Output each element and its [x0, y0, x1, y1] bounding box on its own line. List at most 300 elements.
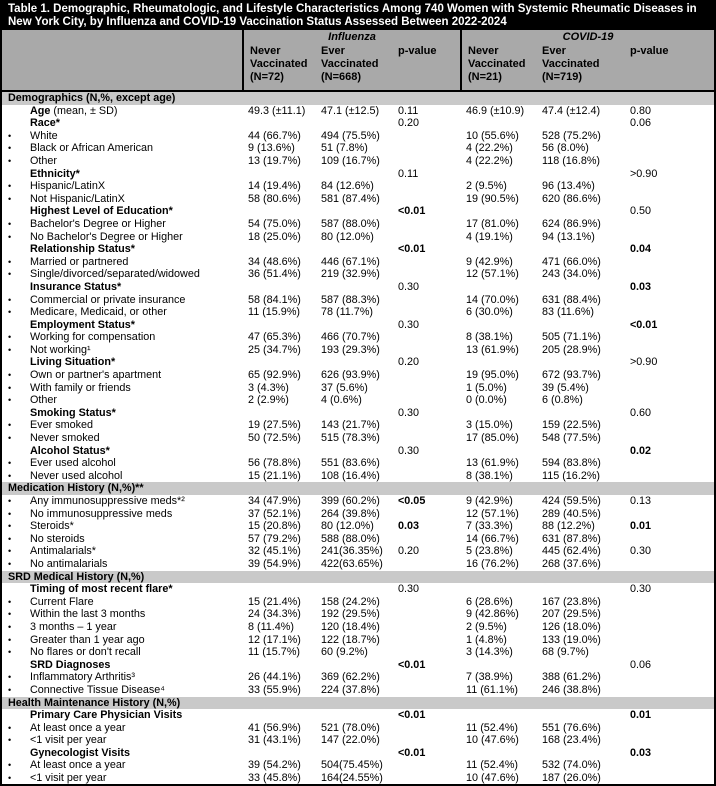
- covid-pvalue-cell: [624, 256, 714, 269]
- covid-pvalue-cell: [624, 722, 714, 735]
- row-label: • Married or partnered: [8, 255, 129, 268]
- bullet-marker: •: [8, 735, 12, 746]
- influenza-ever-cell: 84 (12.6%): [321, 180, 374, 193]
- covid-pvalue-cell: [624, 419, 714, 432]
- table-row: [2, 394, 714, 407]
- covid-pvalue-cell: [624, 155, 714, 168]
- covid-pvalue-cell: 0.03: [630, 746, 652, 759]
- section-header: SRD Medical History (N,%): [2, 571, 714, 584]
- bullet-marker: •: [8, 773, 12, 784]
- covid-pvalue-cell: [624, 608, 714, 621]
- covid-ever-cell: 133 (19.0%): [542, 633, 601, 646]
- influenza-never-cell: 37 (52.1%): [248, 507, 301, 520]
- covid-pvalue-cell: 0.06: [630, 658, 652, 671]
- table-body: [2, 92, 714, 785]
- bullet-marker: •: [8, 382, 12, 393]
- bullet-marker: •: [8, 256, 12, 267]
- influenza-never-cell: 49.3 (±11.1): [248, 104, 306, 117]
- covid-ever-cell: 68 (9.7%): [542, 646, 589, 659]
- table-row: [2, 168, 714, 181]
- influenza-never-cell: 33 (55.9%): [248, 683, 301, 696]
- bullet-marker: •: [8, 647, 12, 658]
- influenza-group-header: [242, 30, 460, 90]
- influenza-ever-cell: 224 (37.8%): [321, 683, 380, 696]
- influenza-pvalue-cell: [392, 419, 460, 432]
- influenza-ever-cell: 192 (29.5%): [321, 608, 380, 621]
- influenza-pvalue-cell: [392, 394, 460, 407]
- row-label: • No steroids: [8, 532, 85, 545]
- table-row: [2, 659, 714, 672]
- influenza-ever-cell: 581 (87.4%): [321, 192, 380, 205]
- bullet-marker: •: [8, 181, 12, 192]
- covid-never-cell: 4 (22.2%): [466, 154, 513, 167]
- covid-pvalue-cell: [624, 457, 714, 470]
- covid-ever-cell: 88 (12.2%): [542, 520, 595, 533]
- bullet-marker: •: [8, 496, 12, 506]
- bullet-marker: •: [8, 621, 12, 632]
- covid-never-cell: 8 (38.1%): [466, 469, 513, 482]
- row-label: • Greater than 1 year ago: [8, 633, 145, 646]
- covid-pvalue-cell: [624, 369, 714, 382]
- row-label: • Black or African American: [8, 142, 154, 155]
- table-row: [2, 117, 714, 130]
- influenza-ever-cell: 80 (12.0%): [321, 520, 374, 533]
- covid-ever-cell: [536, 168, 624, 181]
- table-row: [2, 306, 714, 319]
- bullet-marker: •: [8, 533, 12, 544]
- influenza-never-cell: 56 (78.8%): [248, 457, 301, 470]
- row-label: • With family or friends: [8, 381, 131, 394]
- covid-pvalue-cell: [624, 382, 714, 395]
- influenza-never-cell: [242, 659, 315, 672]
- bullet-marker: [8, 281, 30, 294]
- covid-ever-cell: [536, 205, 624, 218]
- table-row: [2, 256, 714, 269]
- covid-pvalue-cell: [624, 470, 714, 483]
- bullet-marker: [8, 243, 30, 256]
- influenza-never-cell: [242, 445, 315, 458]
- covid-group-title: COVID-19: [562, 31, 614, 43]
- covid-never-cell: 46.9 (±10.9): [466, 104, 525, 117]
- covid-pvalue-cell: 0.03: [630, 280, 652, 293]
- covid-never-cell: 6 (28.6%): [466, 595, 513, 608]
- influenza-ever-cell: [315, 117, 392, 130]
- influenza-never-cell: 24 (34.3%): [248, 608, 301, 621]
- table-row: [2, 457, 714, 470]
- bullet-marker: [8, 168, 30, 181]
- bullet-marker: •: [8, 546, 12, 557]
- influenza-never-cell: 12 (17.1%): [248, 633, 301, 646]
- table-row: [2, 646, 714, 659]
- covid-never-cell: 14 (66.7%): [466, 532, 519, 545]
- bullet-marker: [8, 583, 30, 596]
- influenza-never-cell: 47 (65.3%): [248, 331, 301, 344]
- bullet-marker: •: [8, 395, 12, 406]
- bullet-marker: [8, 659, 30, 672]
- covid-ever-cell: 620 (86.6%): [542, 192, 601, 205]
- influenza-never-cell: 25 (34.7%): [248, 343, 301, 356]
- influenza-ever-cell: [315, 281, 392, 294]
- influenza-pvalue-cell: [392, 382, 460, 395]
- influenza-never-cell: 54 (75.0%): [248, 217, 301, 230]
- table-row: [2, 356, 714, 369]
- covid-ever-cell: 115 (16.2%): [542, 469, 601, 482]
- influenza-ever-cell: 369 (62.2%): [321, 671, 380, 684]
- covid-pvalue-cell: [624, 432, 714, 445]
- influenza-pvalue-cell: 0.20: [398, 545, 420, 558]
- influenza-never-cell: [242, 117, 315, 130]
- table-row: [2, 369, 714, 382]
- row-label: • Inflammatory Arthritis³: [8, 671, 135, 684]
- covid-ever-cell: 672 (93.7%): [542, 369, 601, 382]
- covid-never-cell: 3 (15.0%): [466, 419, 513, 432]
- row-label: Relationship Status*: [2, 243, 242, 256]
- influenza-never-cell: 36 (51.4%): [248, 268, 301, 281]
- influenza-pvalue-cell: [392, 634, 460, 647]
- covid-ever-cell: 126 (18.0%): [542, 620, 601, 633]
- bullet-marker: [8, 356, 30, 369]
- influenza-ever-cell: [315, 747, 392, 760]
- column-header-covid-ever-vaccinated: Ever Vaccinated (N=719): [542, 45, 600, 83]
- influenza-never-cell: 19 (27.5%): [248, 419, 301, 432]
- bullet-marker: •: [8, 684, 12, 695]
- influenza-never-cell: 9 (13.6%): [248, 142, 295, 155]
- covid-pvalue-cell: 0.30: [630, 545, 652, 558]
- covid-never-cell: 7 (38.9%): [466, 671, 513, 684]
- influenza-pvalue-cell: [392, 331, 460, 344]
- row-label: • Hispanic/LatinX: [8, 180, 106, 193]
- row-label: • Steroids*: [8, 520, 74, 533]
- influenza-ever-cell: 466 (70.7%): [321, 331, 380, 344]
- covid-ever-cell: 268 (37.6%): [542, 557, 601, 570]
- row-label: Smoking Status*: [2, 407, 242, 420]
- table-row: [2, 231, 714, 244]
- table-header: [2, 30, 714, 92]
- covid-pvalue-cell: [624, 671, 714, 684]
- header-label-spacer: [2, 30, 242, 90]
- covid-pvalue-cell: [624, 180, 714, 193]
- influenza-pvalue-cell: <0.01: [398, 746, 426, 759]
- bullet-marker: •: [8, 458, 12, 469]
- covid-never-cell: [460, 243, 536, 256]
- covid-pvalue-cell: [624, 734, 714, 747]
- covid-pvalue-cell: [624, 759, 714, 772]
- bullet-marker: •: [8, 155, 12, 166]
- table-row: [2, 105, 714, 118]
- covid-ever-cell: [536, 747, 624, 760]
- column-header-influenza-never-vaccinated: Never Vaccinated (N=72): [250, 45, 308, 83]
- influenza-pvalue-cell: <0.01: [398, 658, 426, 671]
- table-row: [2, 243, 714, 256]
- covid-pvalue-cell: 0.02: [630, 444, 652, 457]
- influenza-column-headers: [244, 44, 460, 90]
- influenza-never-cell: 15 (21.4%): [248, 595, 301, 608]
- bullet-marker: [8, 319, 30, 332]
- influenza-never-cell: 18 (25.0%): [248, 230, 301, 243]
- influenza-never-cell: 2 (2.9%): [248, 394, 289, 407]
- table-row: [2, 382, 714, 395]
- influenza-ever-cell: 588 (88.0%): [321, 532, 380, 545]
- influenza-ever-cell: [315, 243, 392, 256]
- covid-never-cell: 8 (38.1%): [466, 331, 513, 344]
- row-label: SRD Diagnoses: [2, 659, 242, 672]
- row-label: Age (mean, ± SD): [2, 105, 242, 118]
- table-row: [2, 608, 714, 621]
- influenza-never-cell: 11 (15.9%): [248, 306, 301, 319]
- covid-never-cell: 14 (70.0%): [466, 293, 519, 306]
- covid-never-cell: 12 (57.1%): [466, 268, 519, 281]
- influenza-never-cell: 14 (19.4%): [248, 180, 301, 193]
- influenza-ever-cell: 446 (67.1%): [321, 255, 380, 268]
- covid-pvalue-cell: [624, 621, 714, 634]
- covid-ever-cell: [536, 319, 624, 332]
- table-row: [2, 508, 714, 521]
- covid-ever-cell: 289 (40.5%): [542, 507, 601, 520]
- table-row: [2, 634, 714, 647]
- table-title: Table 1. Demographic, Rheumatologic, and Lifestyle Characteristics Among 740 Women with Systemic Rheumatic Diseases in New York City, by Influenza and COVID-19 Vaccination Status Assessed Between 2022-2024: [2, 2, 714, 30]
- influenza-ever-cell: 143 (21.7%): [321, 419, 380, 432]
- influenza-pvalue-cell: [392, 684, 460, 697]
- covid-never-cell: 2 (9.5%): [466, 180, 507, 193]
- covid-ever-cell: 205 (28.9%): [542, 343, 601, 356]
- influenza-ever-cell: [315, 709, 392, 722]
- bullet-marker: •: [8, 596, 12, 607]
- table-row: [2, 344, 714, 357]
- influenza-ever-cell: [315, 659, 392, 672]
- row-label: • Ever used alcohol: [8, 457, 116, 470]
- covid-ever-cell: [536, 583, 624, 596]
- influenza-ever-cell: [315, 319, 392, 332]
- covid-pvalue-cell: [624, 533, 714, 546]
- bullet-marker: •: [8, 634, 12, 645]
- covid-column-headers: [462, 44, 714, 90]
- influenza-ever-cell: 422(63.65%): [321, 557, 383, 570]
- covid-pvalue-cell: >0.90: [630, 356, 658, 369]
- row-label: Gynecologist Visits: [2, 747, 242, 760]
- covid-pvalue-cell: [624, 646, 714, 659]
- covid-pvalue-cell: 0.80: [630, 104, 652, 117]
- influenza-ever-cell: 4 (0.6%): [321, 394, 362, 407]
- covid-never-cell: 19 (90.5%): [466, 192, 519, 205]
- bullet-marker: [8, 407, 30, 420]
- table-row: [2, 596, 714, 609]
- influenza-pvalue-cell: [392, 268, 460, 281]
- influenza-pvalue-cell: 0.30: [398, 406, 420, 419]
- influenza-ever-cell: 78 (11.7%): [321, 306, 374, 319]
- covid-never-cell: 11 (52.4%): [466, 759, 519, 772]
- row-label: • Within the last 3 months: [8, 608, 146, 621]
- row-label: • No immunosuppressive meds: [8, 507, 173, 520]
- row-label: • White: [8, 129, 58, 142]
- bullet-marker: •: [8, 558, 12, 569]
- section-header: Health Maintenance History (N,%): [2, 697, 714, 710]
- table-row: [2, 520, 714, 533]
- table-row: [2, 545, 714, 558]
- table-row: [2, 142, 714, 155]
- influenza-pvalue-cell: [392, 432, 460, 445]
- influenza-ever-cell: 158 (24.2%): [321, 595, 380, 608]
- influenza-ever-cell: 37 (5.6%): [321, 381, 368, 394]
- section-header: Medication History (N,%)**: [2, 482, 714, 495]
- bullet-marker: •: [8, 370, 12, 381]
- row-label: • Working for compensation: [8, 331, 156, 344]
- influenza-pvalue-cell: <0.01: [398, 243, 426, 256]
- covid-pvalue-cell: [624, 772, 714, 785]
- covid-never-cell: [460, 407, 536, 420]
- row-label: • No Bachelor's Degree or Higher: [8, 230, 183, 243]
- influenza-never-cell: 15 (20.8%): [248, 520, 301, 533]
- influenza-pvalue-cell: [392, 457, 460, 470]
- covid-never-cell: [460, 583, 536, 596]
- table-row: [2, 558, 714, 571]
- bullet-marker: •: [8, 332, 12, 343]
- row-label: • At least once a year: [8, 721, 126, 734]
- influenza-ever-cell: [315, 445, 392, 458]
- covid-never-cell: 4 (19.1%): [466, 230, 513, 243]
- row-label: Timing of most recent flare*: [2, 583, 242, 596]
- covid-pvalue-cell: 0.50: [630, 205, 652, 218]
- covid-never-cell: 9 (42.9%): [466, 495, 513, 507]
- covid-pvalue-cell: 0.60: [630, 406, 652, 419]
- table-row: [2, 331, 714, 344]
- covid-ever-cell: [536, 407, 624, 420]
- bullet-marker: •: [8, 231, 12, 242]
- influenza-ever-cell: 219 (32.9%): [321, 268, 380, 281]
- influenza-ever-cell: 120 (18.4%): [321, 620, 380, 633]
- bullet-marker: [8, 709, 30, 722]
- influenza-never-cell: [242, 168, 315, 181]
- covid-ever-cell: [536, 709, 624, 722]
- row-label: Ethnicity*: [2, 168, 242, 181]
- influenza-never-cell: 34 (48.6%): [248, 255, 301, 268]
- influenza-pvalue-cell: 0.30: [398, 318, 420, 331]
- covid-never-cell: [460, 168, 536, 181]
- covid-ever-cell: 631 (87.8%): [542, 532, 601, 545]
- influenza-never-cell: 32 (45.1%): [248, 545, 301, 558]
- influenza-never-cell: 58 (80.6%): [248, 192, 301, 205]
- covid-never-cell: 10 (55.6%): [466, 129, 519, 142]
- influenza-pvalue-cell: [392, 130, 460, 143]
- covid-never-cell: 17 (81.0%): [466, 217, 519, 230]
- influenza-pvalue-cell: 0.11: [398, 167, 419, 180]
- influenza-never-cell: 34 (47.9%): [248, 495, 301, 507]
- bullet-marker: •: [8, 344, 12, 355]
- row-label: • 3 months – 1 year: [8, 620, 117, 633]
- influenza-never-cell: 58 (84.1%): [248, 293, 301, 306]
- table-row: [2, 470, 714, 483]
- influenza-never-cell: 26 (44.1%): [248, 671, 301, 684]
- table-row: [2, 722, 714, 735]
- covid-pvalue-cell: 0.01: [630, 520, 652, 533]
- row-label: • At least once a year: [8, 759, 126, 772]
- covid-never-cell: 6 (30.0%): [466, 306, 513, 319]
- row-label: • Own or partner's apartment: [8, 369, 162, 382]
- influenza-never-cell: 39 (54.2%): [248, 759, 301, 772]
- influenza-never-cell: 57 (79.2%): [248, 532, 301, 545]
- influenza-never-cell: 50 (72.5%): [248, 432, 301, 445]
- covid-never-cell: 0 (0.0%): [466, 394, 507, 407]
- influenza-pvalue-cell: [392, 231, 460, 244]
- table-row: [2, 583, 714, 596]
- table-row: [2, 268, 714, 281]
- bullet-marker: •: [8, 521, 12, 532]
- covid-never-cell: 1 (4.8%): [466, 633, 507, 646]
- bullet-marker: •: [8, 294, 12, 305]
- influenza-never-cell: 41 (56.9%): [248, 721, 301, 734]
- bullet-marker: •: [8, 420, 12, 431]
- row-label: • Commercial or private insurance: [8, 293, 186, 306]
- influenza-pvalue-cell: [392, 722, 460, 735]
- influenza-ever-cell: 551 (83.6%): [321, 457, 380, 470]
- influenza-pvalue-cell: [392, 344, 460, 357]
- influenza-ever-cell: 147 (22.0%): [321, 734, 380, 747]
- covid-ever-cell: 207 (29.5%): [542, 608, 601, 621]
- influenza-pvalue-cell: [392, 180, 460, 193]
- influenza-never-cell: [242, 243, 315, 256]
- influenza-never-cell: 13 (19.7%): [248, 154, 301, 167]
- influenza-ever-cell: 80 (12.0%): [321, 230, 374, 243]
- row-label: • Antimalarials*: [8, 545, 97, 558]
- covid-ever-cell: 388 (61.2%): [542, 671, 601, 684]
- covid-pvalue-cell: 0.06: [630, 117, 652, 130]
- bullet-marker: •: [8, 722, 12, 733]
- covid-pvalue-cell: [624, 394, 714, 407]
- influenza-ever-cell: [315, 356, 392, 369]
- row-label: • <1 visit per year: [8, 772, 107, 785]
- bullet-marker: [8, 445, 30, 458]
- covid-never-cell: [460, 281, 536, 294]
- row-label: • Other: [8, 394, 58, 407]
- influenza-ever-cell: 122 (18.7%): [321, 633, 380, 646]
- influenza-pvalue-cell: [392, 142, 460, 155]
- bullet-marker: •: [8, 269, 12, 280]
- influenza-group-title: Influenza: [328, 31, 376, 43]
- bullet-marker: •: [8, 508, 12, 519]
- covid-ever-cell: [536, 281, 624, 294]
- influenza-ever-cell: 587 (88.3%): [321, 293, 380, 306]
- covid-pvalue-cell: [624, 331, 714, 344]
- row-label: • Never smoked: [8, 432, 100, 445]
- influenza-ever-cell: [315, 168, 392, 181]
- bullet-marker: •: [8, 143, 12, 154]
- covid-never-cell: [460, 747, 536, 760]
- table-row: [2, 180, 714, 193]
- influenza-never-cell: 31 (43.1%): [248, 734, 301, 747]
- covid-ever-cell: 631 (88.4%): [542, 293, 601, 306]
- row-label: Primary Care Physician Visits: [2, 709, 242, 722]
- bullet-marker: •: [8, 193, 12, 204]
- covid-pvalue-cell: [624, 130, 714, 143]
- row-label: Insurance Status*: [2, 281, 242, 294]
- column-header-covid-never-vaccinated: Never Vaccinated (N=21): [468, 45, 526, 83]
- influenza-pvalue-cell: [392, 218, 460, 231]
- influenza-pvalue-cell: [392, 558, 460, 571]
- covid-never-cell: 13 (61.9%): [466, 343, 519, 356]
- influenza-never-cell: [242, 319, 315, 332]
- bullet-marker: •: [8, 609, 12, 620]
- influenza-pvalue-cell: [392, 306, 460, 319]
- covid-never-cell: [460, 709, 536, 722]
- covid-pvalue-cell: [624, 294, 714, 307]
- covid-never-cell: 17 (85.0%): [466, 432, 519, 445]
- row-label: • Other: [8, 154, 58, 167]
- covid-ever-cell: [536, 243, 624, 256]
- influenza-ever-cell: 109 (16.7%): [321, 154, 380, 167]
- influenza-never-cell: [242, 709, 315, 722]
- section-header: Demographics (N,%, except age): [2, 92, 714, 105]
- influenza-never-cell: [242, 356, 315, 369]
- covid-never-cell: 12 (57.1%): [466, 507, 519, 520]
